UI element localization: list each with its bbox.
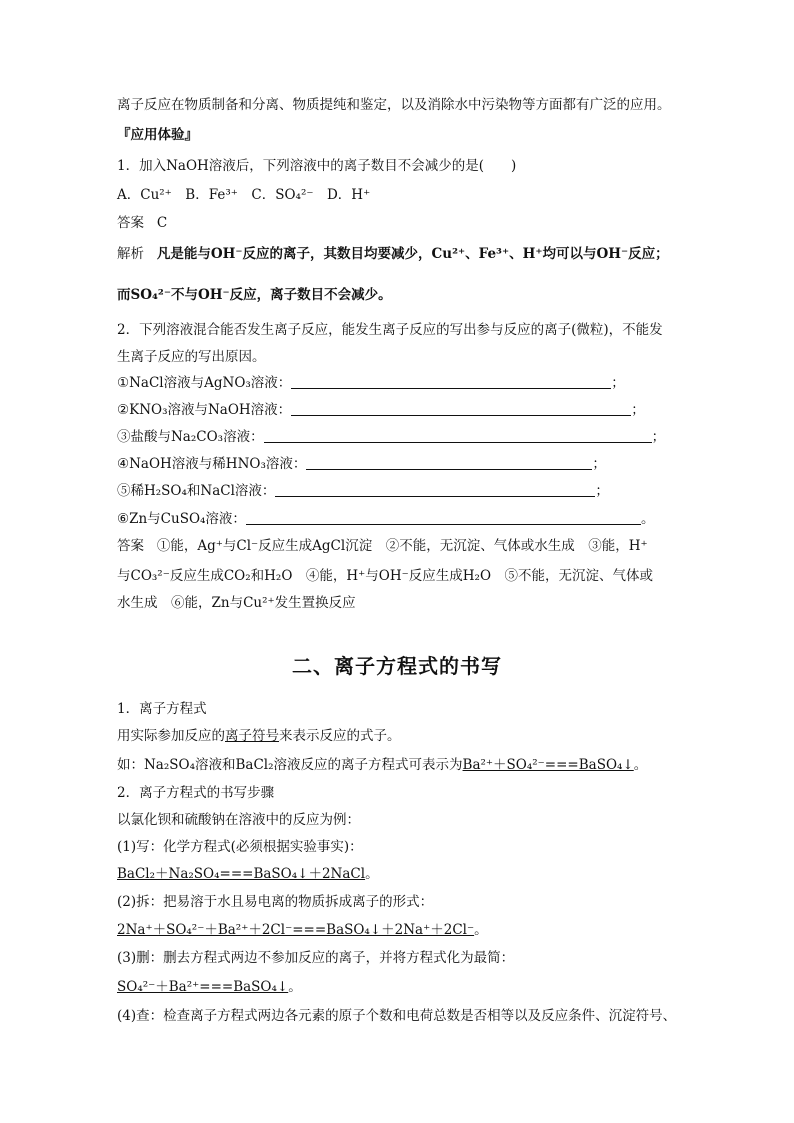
item-end: ； bbox=[592, 456, 606, 472]
step2: (2)拆：把易溶于水且易电离的物质拆成离子的形式： bbox=[117, 894, 434, 910]
section-tag bbox=[117, 126, 198, 144]
p2-title: 2．离子方程式的书写步骤 bbox=[117, 785, 275, 801]
example-end: 。 bbox=[633, 757, 648, 773]
step2-end: 。 bbox=[474, 922, 488, 938]
p1-definition bbox=[117, 727, 401, 745]
answer-blank[interactable] bbox=[246, 512, 641, 525]
p1-example bbox=[117, 756, 647, 774]
q2-item-label: ⑤稀H₂SO₄和NaCl溶液： bbox=[117, 483, 276, 499]
answer-blank[interactable] bbox=[291, 403, 631, 416]
q2-item-label: ⑥Zn与CuSO₄溶液： bbox=[117, 511, 246, 527]
intro-text: 离子反应在物质制备和分离、物质提纯和鉴定，以及消除水中污染物等方面都有广泛的应用。 bbox=[117, 97, 671, 113]
step1-equation: BaCl₂＋Na₂SO₄===BaSO₄↓＋2NaCl bbox=[117, 866, 366, 882]
p1-title: 1．离子方程式 bbox=[117, 701, 207, 717]
example-equation: Ba²⁺＋SO₄²⁻===BaSO₄↓ bbox=[462, 757, 634, 773]
answer-blank[interactable] bbox=[275, 484, 595, 497]
item-end: ； bbox=[595, 483, 609, 499]
step1-end: 。 bbox=[365, 866, 379, 882]
q2-item bbox=[117, 482, 609, 500]
def-pre: 用实际参加反应的 bbox=[117, 728, 225, 744]
example-pre: 如：Na₂SO₄溶液和BaCl₂溶液反应的离子方程式可表示为 bbox=[117, 757, 463, 773]
section-heading: 二、离子方程式的书写 bbox=[292, 654, 502, 678]
q1-answer bbox=[117, 214, 167, 232]
item-end: ； bbox=[651, 429, 666, 445]
item-end: ； bbox=[611, 375, 625, 391]
q2-answer-line3: 水生成 ⑥能，Zn与Cu²⁺发生置换反应 bbox=[117, 595, 356, 611]
q2-item-label: ③盐酸与Na₂CO₃溶液： bbox=[117, 429, 264, 445]
answer-label: 答案 bbox=[117, 538, 144, 554]
q2-item bbox=[117, 455, 606, 473]
analysis-text-1: 凡是能与OH⁻反应的离子，其数目均要减少，Cu²⁺、Fe³⁺、H⁺均可以与OH⁻反应； bbox=[156, 246, 669, 262]
q2-item-label: ②KNO₃溶液与NaOH溶液： bbox=[117, 402, 292, 418]
step1: (1)写：化学方程式(必须根据实验事实)： bbox=[117, 839, 363, 855]
answer-value: C bbox=[156, 215, 168, 231]
q2-item-label: ④NaOH溶液与稀HNO₃溶液： bbox=[117, 456, 307, 472]
step4: (4)查：检查离子方程式两边各元素的原子个数和电荷总数是否相等以及反应条件、沉淀符号、 bbox=[117, 1008, 677, 1024]
step2-equation-line bbox=[117, 921, 488, 939]
q1-stem: 1．加入NaOH溶液后，下列溶液中的离子数目不会减少的是( ) bbox=[117, 158, 517, 174]
step3-equation: SO₄²⁻＋Ba²⁺===BaSO₄↓ bbox=[117, 979, 289, 995]
q1-analysis-line2: 而SO₄²⁻不与OH⁻反应，离子数目不会减少。 bbox=[117, 287, 392, 303]
q2-answer-text-1: ①能，Ag⁺与Cl⁻反应生成AgCl沉淀 ②不能，无沉淀、气体或水生成 ③能，H⁺ bbox=[156, 538, 648, 554]
item-end: ； bbox=[631, 402, 645, 418]
q2-item bbox=[117, 428, 665, 446]
left-bracket-icon: 『 bbox=[117, 127, 131, 143]
q2-answer-line1 bbox=[117, 537, 648, 555]
q2-stem-line2: 生离子反应的写出原因。 bbox=[117, 349, 266, 365]
analysis-label: 解析 bbox=[117, 246, 144, 262]
answer-blank[interactable] bbox=[264, 430, 652, 443]
q2-item-label: ①NaCl溶液与AgNO₃溶液： bbox=[117, 375, 292, 391]
q2-item bbox=[117, 510, 654, 528]
p2-intro: 以氯化钡和硫酸钠在溶液中的反应为例： bbox=[117, 812, 360, 828]
step3: (3)删：删去方程式两边不参加反应的离子，并将方程式化为最简： bbox=[117, 950, 515, 966]
answer-label: 答案 bbox=[117, 215, 144, 231]
def-key: 离子符号 bbox=[225, 728, 279, 744]
q1-analysis-line1 bbox=[117, 245, 669, 263]
step3-end: 。 bbox=[288, 979, 302, 995]
step1-equation-line bbox=[117, 865, 379, 883]
q2-stem-line1: 2．下列溶液混合能否发生离子反应，能发生离子反应的写出参与反应的离子(微粒)，不能发 bbox=[117, 322, 663, 338]
q2-item bbox=[117, 401, 645, 419]
answer-blank[interactable] bbox=[306, 457, 592, 470]
step3-equation-line bbox=[117, 978, 302, 996]
right-bracket-icon: 』 bbox=[184, 127, 198, 143]
q2-item bbox=[117, 374, 625, 392]
answer-blank[interactable] bbox=[291, 376, 611, 389]
section-tag-label: 应用体验 bbox=[130, 127, 185, 143]
def-post: 来表示反应的式子。 bbox=[279, 728, 401, 744]
q1-options: A．Cu²⁺ B．Fe³⁺ C．SO₄²⁻ D．H⁺ bbox=[117, 187, 371, 203]
step2-equation: 2Na⁺＋SO₄²⁻＋Ba²⁺＋2Cl⁻===BaSO₄↓＋2Na⁺＋2Cl⁻ bbox=[117, 922, 475, 938]
item-end: 。 bbox=[640, 511, 655, 527]
q2-answer-line2: 与CO₃²⁻反应生成CO₂和H₂O ④能，H⁺与OH⁻反应生成H₂O ⑤不能，无沉淀、气体或 bbox=[117, 568, 654, 584]
